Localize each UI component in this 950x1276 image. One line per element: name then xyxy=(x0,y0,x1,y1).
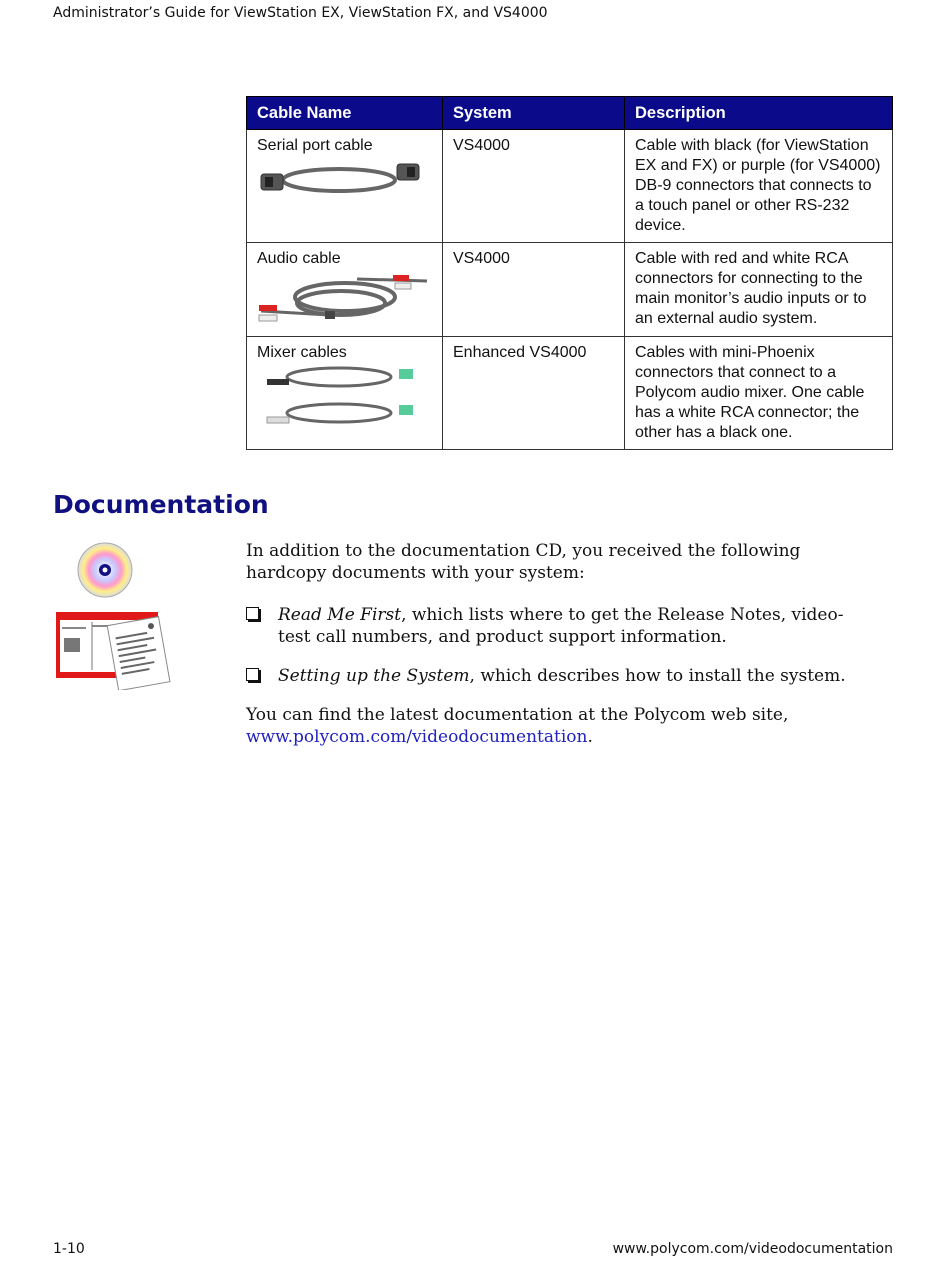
documentation-link[interactable]: www.polycom.com/videodocumentation xyxy=(246,727,588,747)
documentation-body xyxy=(246,540,866,768)
description-cell: Cables with mini-Phoenix connectors that connect to a Polycom audio mixer. One cable has a white RCA connector; the other has a black one. xyxy=(625,337,893,450)
table-header-row xyxy=(247,97,893,130)
table-row xyxy=(247,337,893,450)
cable-name: Serial port cable xyxy=(257,137,373,154)
checkbox-bullet-icon xyxy=(246,668,259,681)
cable-name-cell xyxy=(247,130,443,243)
page-number: 1-10 xyxy=(53,1241,85,1257)
intro-paragraph: In addition to the documentation CD, you received the following hardcopy documents with your system: xyxy=(246,541,801,583)
document-title: Read Me First xyxy=(278,605,402,625)
cable-name-cell xyxy=(247,243,443,337)
description-cell: Cable with red and white RCA connectors for connecting to the main monitor’s audio inputs or to an external audio system. xyxy=(625,243,893,337)
table-row xyxy=(247,243,893,337)
footer-url: www.polycom.com/videodocumentation xyxy=(612,1241,893,1257)
table-row xyxy=(247,130,893,243)
closing-text: You can find the latest documentation at the Polycom web site, xyxy=(246,705,789,725)
cable-name-cell xyxy=(247,337,443,450)
column-header-cable-name: Cable Name xyxy=(247,97,443,130)
column-header-description: Description xyxy=(625,97,893,130)
section-title: Documentation xyxy=(53,490,269,519)
system-cell: Enhanced VS4000 xyxy=(443,337,625,450)
document-icon xyxy=(107,617,170,690)
description-cell: Cable with black (for ViewStation EX and FX) or purple (for VS4000) DB-9 connectors that connects to a touch panel or other RS-232 device. xyxy=(625,130,893,243)
closing-punctuation: . xyxy=(587,727,593,747)
checkbox-bullet-icon xyxy=(246,607,259,620)
cable-name: Mixer cables xyxy=(257,344,347,361)
documentation-illustration xyxy=(52,540,177,690)
cable-table xyxy=(246,96,893,450)
closing-paragraph xyxy=(246,704,866,748)
list-item-text: , which describes how to install the system. xyxy=(469,666,846,686)
document-title: Setting up the System xyxy=(278,666,470,686)
cable-name: Audio cable xyxy=(257,250,341,267)
system-cell: VS4000 xyxy=(443,243,625,337)
running-header: Administrator’s Guide for ViewStation EX, ViewStation FX, and VS4000 xyxy=(53,5,548,21)
system-cell: VS4000 xyxy=(443,130,625,243)
mixer-cables-image xyxy=(257,365,422,429)
list-item xyxy=(246,604,866,648)
list-item xyxy=(246,665,866,687)
serial-cable-image xyxy=(257,158,422,198)
column-header-system: System xyxy=(443,97,625,130)
audio-cable-image xyxy=(257,271,432,327)
list-item-text: , which lists where to get the Release Notes, video-test call numbers, and product support information. xyxy=(278,605,844,647)
